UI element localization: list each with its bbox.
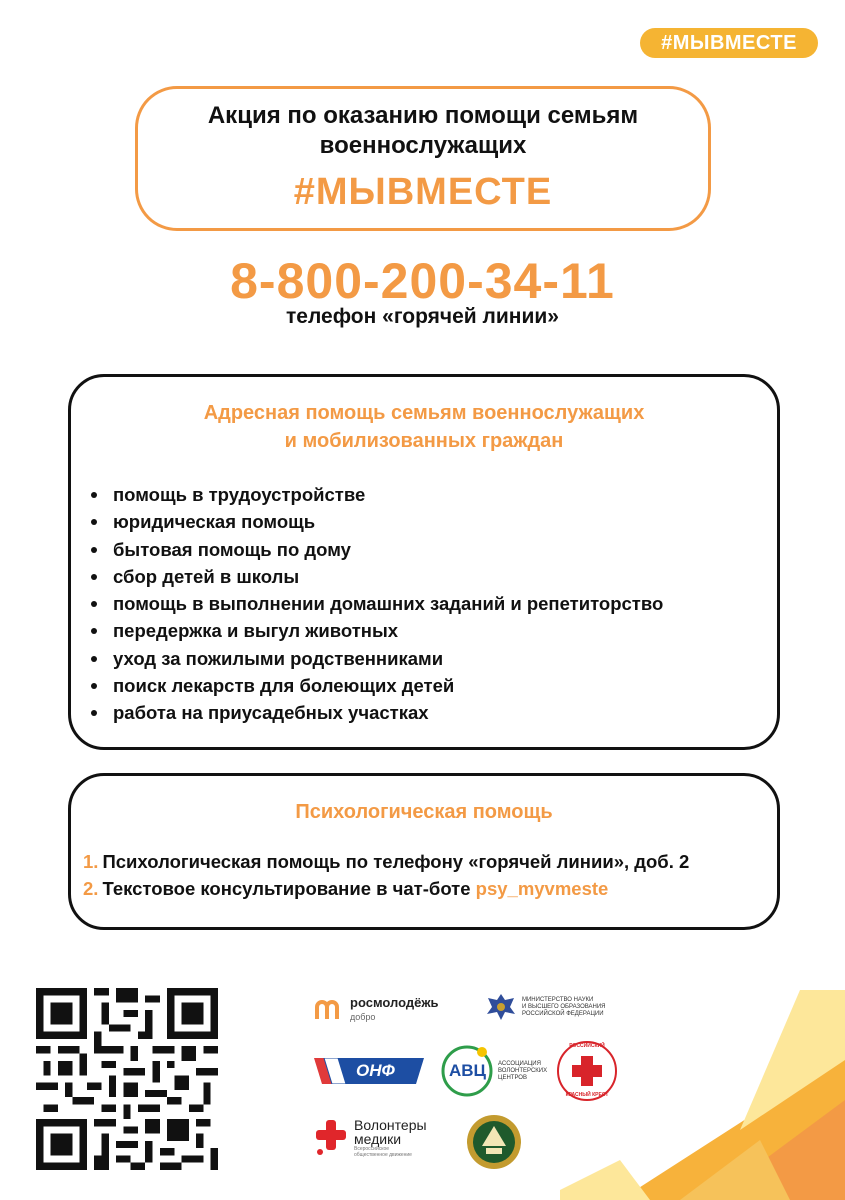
ministry-line1: МИНИСТЕРСТВО НАУКИ bbox=[522, 996, 594, 1003]
psych-help-list bbox=[83, 848, 777, 902]
ministry-line2: И ВЫСШЕГО ОБРАЗОВАНИЯ bbox=[522, 1003, 606, 1010]
targeted-help-title-line2: и мобилизованных граждан bbox=[284, 430, 564, 452]
avc-line1: АССОЦИАЦИЯ bbox=[498, 1060, 541, 1067]
hotline-number[interactable]: 8-800-200-34-11 bbox=[230, 253, 615, 309]
avc-line3: ЦЕНТРОВ bbox=[498, 1074, 527, 1081]
list-item: помощь в выполнении домашних заданий и репетиторство bbox=[87, 590, 777, 617]
hotline-caption: телефон «горячей линии» bbox=[286, 305, 559, 328]
avc-name: АВЦ bbox=[449, 1061, 486, 1080]
list-item: поиск лекарств для болеющих детей bbox=[87, 672, 777, 699]
campaign-hashtag: #МЫВМЕСТЕ bbox=[293, 171, 553, 213]
onf-name: ОНФ bbox=[356, 1061, 395, 1080]
targeted-help-list bbox=[87, 481, 777, 727]
step-number: 1. bbox=[83, 851, 99, 872]
medical-cross-icon bbox=[314, 1118, 348, 1158]
list-item: передержка и выгул животных bbox=[87, 617, 777, 644]
psych-help-card bbox=[68, 773, 780, 930]
hashtag-badge: #МЫВМЕСТЕ bbox=[640, 28, 818, 58]
ministry-logo bbox=[484, 990, 606, 1024]
partner-logos bbox=[300, 980, 660, 1180]
emblem-badge-icon bbox=[466, 1114, 522, 1170]
targeted-help-card bbox=[68, 374, 780, 750]
redcross-top-text: РОССИЙСКИЙ bbox=[569, 1043, 605, 1049]
rosmolodezh-logo bbox=[314, 996, 439, 1024]
psych-help-title: Психологическая помощь bbox=[295, 801, 553, 823]
ministry-line3: РОССИЙСКОЙ ФЕДЕРАЦИИ bbox=[522, 1010, 604, 1017]
step-text: Психологическая помощь по телефону «горячей линии», доб. 2 bbox=[102, 851, 690, 872]
volunteer-medics-logo bbox=[314, 1118, 427, 1158]
avc-logo bbox=[440, 1044, 547, 1098]
list-item: юридическая помощь bbox=[87, 508, 777, 535]
list-item bbox=[83, 875, 777, 902]
campaign-title: Акция по оказанию помощи семьям военнослужащих bbox=[207, 102, 639, 159]
avc-line2: ВОЛОНТЕРСКИХ bbox=[498, 1067, 548, 1074]
list-item bbox=[83, 848, 777, 875]
rosmolodezh-sub: добро bbox=[350, 1012, 376, 1022]
eagle-emblem-icon bbox=[484, 990, 518, 1024]
redcross-logo bbox=[556, 1040, 618, 1102]
qr-code[interactable] bbox=[36, 988, 218, 1170]
volmed-sub2: общественное движение bbox=[354, 1152, 412, 1158]
list-item: сбор детей в школы bbox=[87, 563, 777, 590]
headline-box bbox=[135, 86, 711, 231]
targeted-help-title bbox=[71, 399, 777, 455]
volmed-line1: Волонтеры bbox=[354, 1117, 427, 1133]
targeted-help-title-line1: Адресная помощь семьям военнослужащих bbox=[203, 402, 645, 424]
list-item: помощь в трудоустройстве bbox=[87, 481, 777, 508]
list-item: уход за пожилыми родственниками bbox=[87, 645, 777, 672]
chatbot-link[interactable]: psy_myvmeste bbox=[475, 878, 609, 899]
rosmolodezh-icon bbox=[314, 999, 344, 1021]
volmed-sub1: Всероссийское bbox=[354, 1146, 390, 1152]
redcross-bottom-text: КРАСНЫЙ КРЕСТ bbox=[565, 1092, 609, 1098]
volmed-line2: медики bbox=[354, 1131, 402, 1147]
step-text: Текстовое консультирование в чат-боте bbox=[102, 878, 476, 899]
onf-logo bbox=[314, 1058, 424, 1084]
step-number: 2. bbox=[83, 878, 99, 899]
education-emblem-logo bbox=[466, 1114, 522, 1170]
rosmolodezh-name: росмолодёжь bbox=[350, 995, 439, 1010]
list-item: бытовая помощь по дому bbox=[87, 536, 777, 563]
list-item: работа на приусадебных участках bbox=[87, 699, 777, 726]
